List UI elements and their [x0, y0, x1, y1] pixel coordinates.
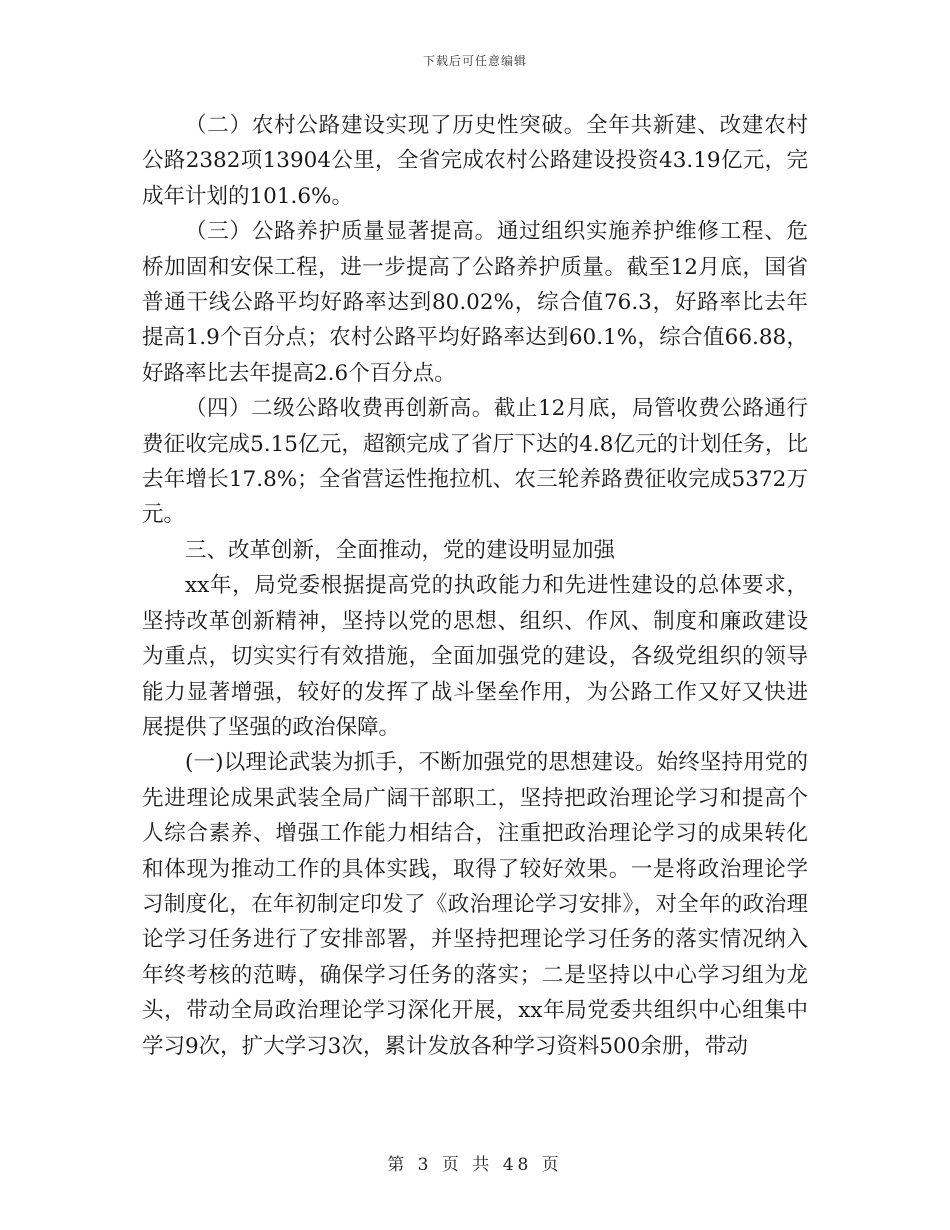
paragraph-toll-collection: （四）二级公路收费再创新高。截止12月底，局管收费公路通行费征收完成5.15亿元，超额完成了省厅下达的4.8亿元的计划任务，比去年增长17.8%；全省营运性拖拉机、农三轮养路费征收完成5372万元。: [142, 396, 808, 528]
paragraph-party-overview: xx年，局党委根据提高党的执政能力和先进性建设的总体要求，坚持改革创新精神，坚持以党的思想、组织、作风、制度和廉政建设为重点，切实实行有效措施，全面加强党的建设，各级党组织的领导能力显著增强，较好的发挥了战斗堡垒作用，为公路工作又好又快进展提供了坚强的政治保障。: [142, 573, 808, 740]
paragraph-road-maintenance: （三）公路养护质量显著提高。通过组织实施养护维修工程、危桥加固和安保工程，进一步提高了公路养护质量。截至12月底，国省普通干线公路平均好路率达到80.02%，综合值76.3，好路率比去年提高1.9个百分点；农村公路平均好路率达到60.1%，综合值66.88，好路率比去年提高2.6个百分点。: [142, 219, 808, 386]
download-note: 下载后可任意编辑: [422, 54, 527, 68]
section-heading-party-building: 三、改革创新，全面推动，党的建设明显加强: [185, 537, 616, 563]
paragraph-rural-roads: （二）农村公路建设实现了历史性突破。全年共新建、改建农村公路2382项13904公里，全省完成农村公路建设投资43.19亿元，完成年计划的101.6%。: [142, 113, 808, 209]
paragraph-theory-study: (一)以理论武装为抓手，不断加强党的思想建设。始终坚持用党的先进理论成果武装全局广阔干部职工，坚持把政治理论学习和提高个人综合素养、增强工作能力相结合，注重把政治理论学习的成果转化和体现为推动工作的具体实践，取得了较好效果。一是将政治理论学习制度化，在年初制定印发了《政治理论学习安排》，对全年的政治理论学习任务进行了安排部署，并坚持把理论学习任务的落实情况纳入年终考核的范畴，确保学习任务的落实；二是坚持以中心学习组为龙头，带动全局政治理论学习深化开展，xx年局党委共组织中心组集中学习9次，扩大学习3次，累计发放各种学习资料500余册，带动: [142, 750, 808, 1059]
page-number: 第 3 页 共 48 页: [387, 1155, 563, 1175]
document-body: [142, 108, 808, 1064]
